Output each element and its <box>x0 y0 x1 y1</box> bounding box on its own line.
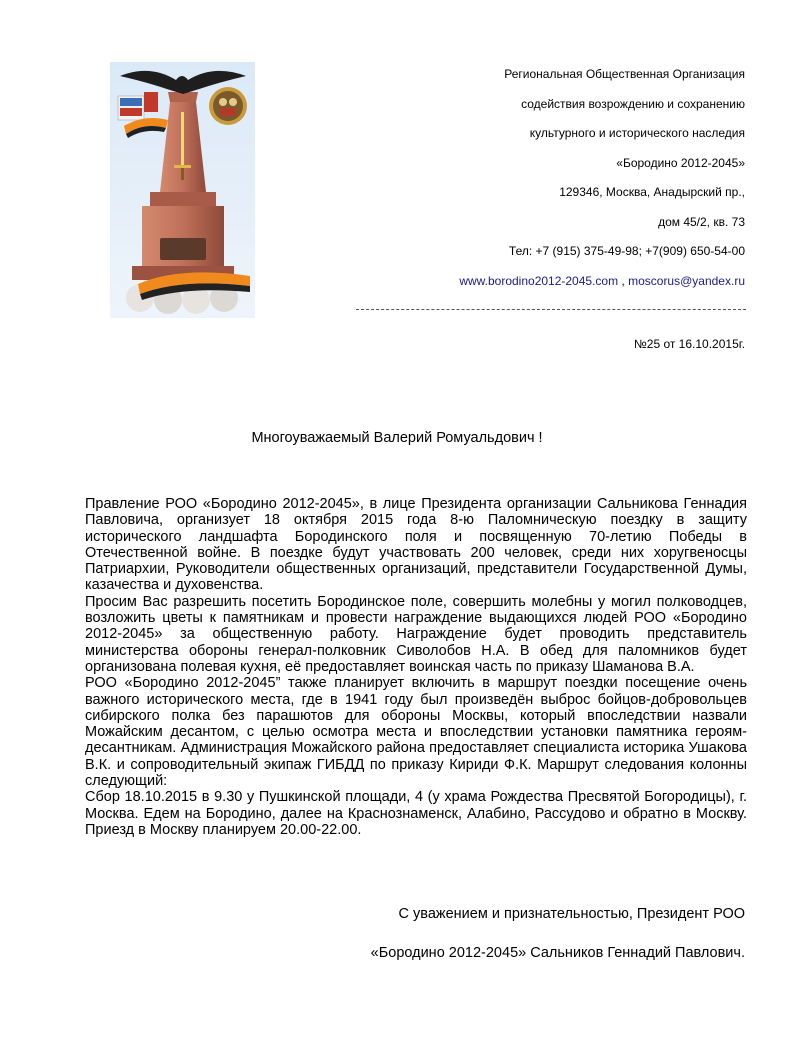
org-address-line-1: 129346, Москва, Анадырский пр., <box>559 185 745 199</box>
closing-line-2: «Бородино 2012-2045» Сальников Геннадий Павлович. <box>370 945 745 961</box>
letter-paragraph-2: Просим Вас разрешить посетить Бородинское поле, совершить молебны у могил полководцев, возложить цветы к памятникам и провести награждение выдающихся людей РОО «Бородино 2012-2045» за общественную работу. Награждение будет проводить представитель министерства обороны генерал-полковник Сиволобов Н.А. В обед для паломников будет организована полевая кухня, её предоставляет воинская часть по приказу Шаманова В.А. <box>85 593 747 675</box>
document-number: №25 от 16.10.2015г. <box>633 337 745 351</box>
org-contacts <box>385 267 745 297</box>
letter-greeting: Многоуважаемый Валерий Ромуальдович ! <box>251 430 543 446</box>
organization-logo <box>110 62 255 318</box>
letter-paragraph-4: Сбор 18.10.2015 в 9.30 у Пушкинской площади, 4 (у храма Рождества Пресвятой Богородицы), г. Москва. Едем на Бородино, далее на Краснознаменск, Алабино, Рассудово и обратно в Москву. Приезд в Москву планируем 20.00-22.00. <box>85 789 747 838</box>
closing-line-1: С уважением и признательностью, Президент РОО <box>398 906 745 922</box>
website-link[interactable]: www.borodino2012-2045.com <box>459 273 619 288</box>
letter-paragraph-1: Правление РОО «Бородино 2012-2045», в лице Президента организации Сальникова Геннадия Павловича, организует 18 октября 2015 года 8-ю Паломническую поездку в защиту исторического ландшафта Бородинского поля и посвященную 70-летию Победы в Отечественной войне. В поездке будут участвовать 200 человек, среди них хоругвеносцы Патриархии, Руководители общественных организаций, представители Государственной Думы, казачества и духовенства. <box>85 496 747 594</box>
letter-body <box>85 496 747 838</box>
org-address-line-2: дом 45/2, кв. 73 <box>658 214 745 229</box>
org-name-line-1: Региональная Общественная Организация <box>504 67 745 81</box>
email-link[interactable]: moscorus@yandex.ru <box>628 273 745 288</box>
org-name-line-2: содействия возрождению и сохранению <box>521 96 745 111</box>
org-name-line-4: «Бородино 2012-2045» <box>616 155 745 170</box>
org-name-line-3: культурного и исторического наследия <box>529 126 745 140</box>
org-phone: Тел: +7 (915) 375-49-98; +7(909) 650-54-00 <box>508 244 745 258</box>
link-separator: , <box>618 273 629 288</box>
organization-header <box>385 60 745 296</box>
letter-paragraph-3: РОО «Бородино 2012-2045” также планирует включить в маршрут поездки посещение очень важного исторического места, где в 1941 году был произведён выброс бойцов-добровольцев сибирского полка без парашютов для обороны Москвы, который впоследствии назвали Можайским десантом, с целью осмотра места и впоследствии установки памятника героям-десантникам. Администрация Можайского района предоставляет специалиста историка Ушакова В.К. и сопроводительный экипаж ГИБДД по приказу Кириди Ф.К. Маршрут следования колонны следующий: <box>85 675 747 790</box>
header-divider <box>356 309 746 310</box>
